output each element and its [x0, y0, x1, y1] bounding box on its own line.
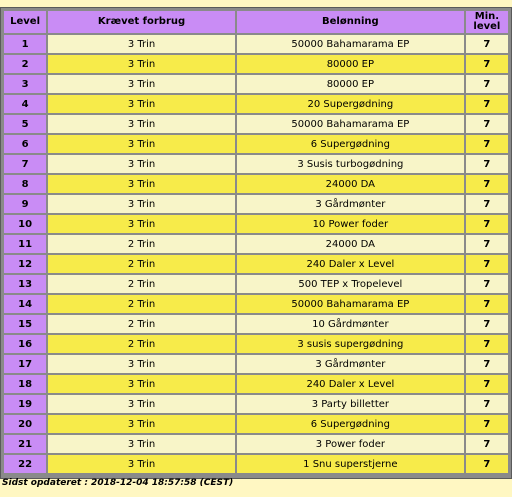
rewards-table-frame [0, 7, 512, 479]
level-cell: 21 [4, 435, 46, 453]
table-row [4, 455, 508, 473]
table-row [4, 195, 508, 213]
required-cell: 2 Trin [48, 315, 235, 333]
min-level-cell: 7 [466, 135, 508, 153]
min-level-cell: 7 [466, 435, 508, 453]
min-level-cell: 7 [466, 395, 508, 413]
required-cell: 3 Trin [48, 35, 235, 53]
table-row [4, 235, 508, 253]
header-level: Level [4, 11, 46, 33]
reward-cell: 20 Supergødning [237, 95, 464, 113]
level-cell: 1 [4, 35, 46, 53]
level-cell: 10 [4, 215, 46, 233]
table-row [4, 115, 508, 133]
reward-cell: 24000 DA [237, 235, 464, 253]
min-level-cell: 7 [466, 255, 508, 273]
reward-cell: 50000 Bahamarama EP [237, 295, 464, 313]
min-level-cell: 7 [466, 35, 508, 53]
required-cell: 2 Trin [48, 335, 235, 353]
min-level-cell: 7 [466, 75, 508, 93]
reward-cell: 50000 Bahamarama EP [237, 35, 464, 53]
table-row [4, 435, 508, 453]
header-min-level-line2: level [473, 21, 501, 32]
table-row [4, 95, 508, 113]
min-level-cell: 7 [466, 115, 508, 133]
level-cell: 15 [4, 315, 46, 333]
header-reward: Belønning [237, 11, 464, 33]
level-cell: 22 [4, 455, 46, 473]
table-row [4, 415, 508, 433]
level-cell: 16 [4, 335, 46, 353]
level-cell: 19 [4, 395, 46, 413]
table-row [4, 155, 508, 173]
table-row [4, 275, 508, 293]
required-cell: 3 Trin [48, 155, 235, 173]
header-required: Krævet forbrug [48, 11, 235, 33]
level-cell: 13 [4, 275, 46, 293]
table-row [4, 55, 508, 73]
required-cell: 3 Trin [48, 435, 235, 453]
reward-cell: 6 Supergødning [237, 135, 464, 153]
table-row [4, 215, 508, 233]
min-level-cell: 7 [466, 195, 508, 213]
min-level-cell: 7 [466, 415, 508, 433]
level-cell: 8 [4, 175, 46, 193]
min-level-cell: 7 [466, 455, 508, 473]
required-cell: 3 Trin [48, 455, 235, 473]
required-cell: 3 Trin [48, 95, 235, 113]
last-updated: Sidst opdateret : 2018-12-04 18:57:58 (CEST) [2, 478, 234, 488]
required-cell: 3 Trin [48, 55, 235, 73]
level-cell: 2 [4, 55, 46, 73]
header-min-level [466, 11, 508, 33]
reward-cell: 240 Daler x Level [237, 375, 464, 393]
reward-cell: 1 Snu superstjerne [237, 455, 464, 473]
min-level-cell: 7 [466, 55, 508, 73]
min-level-cell: 7 [466, 215, 508, 233]
reward-cell: 10 Gårdmønter [237, 315, 464, 333]
reward-cell: 3 Susis turbogødning [237, 155, 464, 173]
required-cell: 3 Trin [48, 215, 235, 233]
min-level-cell: 7 [466, 175, 508, 193]
reward-cell: 500 TEP x Tropelevel [237, 275, 464, 293]
level-cell: 11 [4, 235, 46, 253]
reward-cell: 240 Daler x Level [237, 255, 464, 273]
reward-cell: 3 susis supergødning [237, 335, 464, 353]
reward-cell: 24000 DA [237, 175, 464, 193]
level-cell: 9 [4, 195, 46, 213]
required-cell: 2 Trin [48, 275, 235, 293]
reward-cell: 3 Party billetter [237, 395, 464, 413]
reward-cell: 6 Supergødning [237, 415, 464, 433]
reward-cell: 50000 Bahamarama EP [237, 115, 464, 133]
required-cell: 3 Trin [48, 415, 235, 433]
min-level-cell: 7 [466, 275, 508, 293]
required-cell: 2 Trin [48, 235, 235, 253]
reward-cell: 80000 EP [237, 55, 464, 73]
min-level-cell: 7 [466, 295, 508, 313]
min-level-cell: 7 [466, 335, 508, 353]
table-row [4, 355, 508, 373]
table-row [4, 175, 508, 193]
level-cell: 7 [4, 155, 46, 173]
required-cell: 3 Trin [48, 375, 235, 393]
rewards-table [2, 9, 510, 475]
table-row [4, 375, 508, 393]
table-row [4, 75, 508, 93]
min-level-cell: 7 [466, 315, 508, 333]
required-cell: 2 Trin [48, 295, 235, 313]
level-cell: 6 [4, 135, 46, 153]
required-cell: 3 Trin [48, 75, 235, 93]
required-cell: 3 Trin [48, 395, 235, 413]
required-cell: 2 Trin [48, 255, 235, 273]
reward-cell: 80000 EP [237, 75, 464, 93]
level-cell: 5 [4, 115, 46, 133]
reward-cell: 3 Power foder [237, 435, 464, 453]
required-cell: 3 Trin [48, 355, 235, 373]
table-row [4, 35, 508, 53]
level-cell: 20 [4, 415, 46, 433]
required-cell: 3 Trin [48, 135, 235, 153]
required-cell: 3 Trin [48, 175, 235, 193]
table-header-row [4, 11, 508, 33]
level-cell: 17 [4, 355, 46, 373]
table-body [4, 35, 508, 473]
table-row [4, 335, 508, 353]
min-level-cell: 7 [466, 235, 508, 253]
level-cell: 4 [4, 95, 46, 113]
min-level-cell: 7 [466, 375, 508, 393]
reward-cell: 3 Gårdmønter [237, 195, 464, 213]
table-row [4, 315, 508, 333]
level-cell: 3 [4, 75, 46, 93]
table-row [4, 255, 508, 273]
table-row [4, 395, 508, 413]
table-row [4, 295, 508, 313]
header-min-level-line1: Min. [474, 11, 500, 22]
level-cell: 12 [4, 255, 46, 273]
min-level-cell: 7 [466, 95, 508, 113]
level-cell: 18 [4, 375, 46, 393]
required-cell: 3 Trin [48, 195, 235, 213]
min-level-cell: 7 [466, 355, 508, 373]
reward-cell: 3 Gårdmønter [237, 355, 464, 373]
required-cell: 3 Trin [48, 115, 235, 133]
min-level-cell: 7 [466, 155, 508, 173]
level-cell: 14 [4, 295, 46, 313]
reward-cell: 10 Power foder [237, 215, 464, 233]
table-row [4, 135, 508, 153]
